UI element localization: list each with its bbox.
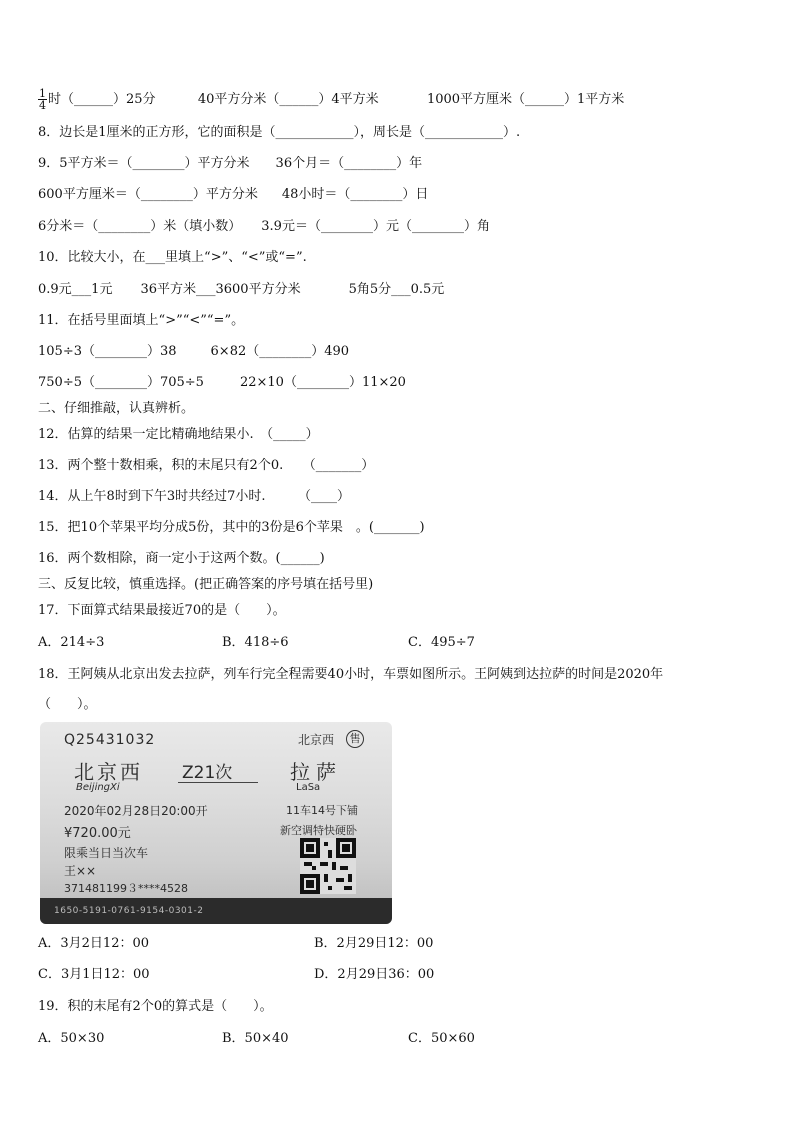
ticket-code: Q25431032 bbox=[64, 732, 156, 748]
ticket-sold-mark: 售 bbox=[346, 730, 364, 748]
q17-title: 17．下面算式结果最接近70的是（ ）。 bbox=[38, 603, 286, 618]
q18-title: 18．王阿姨从北京出发去拉萨，列车行完全程需要40小时，车票如图所示。王阿姨到达拉萨的时间是2020年 bbox=[38, 667, 664, 682]
q17-option-c: C．495÷7 bbox=[408, 635, 475, 650]
q19-option-b: B．50×40 bbox=[222, 1031, 289, 1046]
q10-row: 0.9元___1元 36平方米___3600平方分米 5角5分___0.5元 bbox=[38, 282, 445, 297]
q19-option-a: A．50×30 bbox=[38, 1031, 105, 1046]
ticket-sold-station: 北京西 bbox=[298, 733, 335, 747]
q11-title: 11．在括号里面填上“>”“<”“=”。 bbox=[38, 313, 245, 328]
q7-item-c: 1000平方厘米（______）1平方米 bbox=[426, 92, 625, 107]
q17-option-a: A．214÷3 bbox=[38, 635, 105, 650]
q7-item-b: 40平方分米（______）4平方米 bbox=[197, 92, 379, 107]
ticket-arrow bbox=[178, 782, 258, 783]
q17-option-b: B．418÷6 bbox=[222, 635, 289, 650]
q8: 8．边长是1厘米的正方形，它的面积是（____________），周长是（____________）. bbox=[38, 125, 521, 140]
q19-title: 19．积的末尾有2个0的算式是（ ）。 bbox=[38, 999, 273, 1014]
ticket-to-pinyin: LaSa bbox=[296, 782, 321, 793]
q16: 16．两个数相除，商一定小于这两个数。(______) bbox=[38, 551, 325, 566]
qr-code-icon bbox=[300, 838, 356, 894]
fraction-one-quarter: $\frac{1}{4}$ bbox=[39, 87, 46, 112]
q15: 15．把10个苹果平均分成5份，其中的3份是6个苹果 。(_______) bbox=[38, 520, 425, 535]
ticket-price: ¥720.00元 bbox=[64, 826, 131, 841]
q18-option-a: A．3月2日12：00 bbox=[38, 936, 150, 951]
ticket-from-pinyin: BeijingXi bbox=[76, 782, 120, 793]
q7-row bbox=[38, 88, 624, 111]
ticket-train-number: Z21次 bbox=[182, 763, 233, 783]
ticket-from-station: 北京西 bbox=[74, 760, 143, 784]
section-2-heading: 二、仔细推敲，认真辨析。 bbox=[38, 401, 195, 416]
ticket-car-type: 新空调特快硬卧 bbox=[280, 824, 357, 837]
q7-item-a: 时（______）25分 bbox=[48, 92, 156, 107]
q18-option-b: B．2月29日12：00 bbox=[314, 936, 434, 951]
q13: 13．两个整十数相乘，积的末尾只有2个0. （_______） bbox=[38, 458, 375, 473]
ticket-id-number: 371481199３****4528 bbox=[64, 882, 188, 895]
ticket-limit: 限乘当日当次车 bbox=[64, 846, 149, 860]
q18-option-d: D．2月29日36：00 bbox=[314, 967, 435, 982]
q9-row3: 6分米＝（________）米（填小数） 3.9元＝（________）元（________）角 bbox=[38, 219, 490, 234]
q9-row2: 600平方厘米＝（________）平方分米 48小时＝（________）日 bbox=[38, 187, 429, 202]
q10-title: 10．比较大小，在___里填上“>”、“<”或“=”. bbox=[38, 250, 307, 265]
q11-row1: 105÷3（________）38 6×82（________）490 bbox=[38, 344, 350, 359]
q14: 14．从上午8时到下午3时共经过7小时. （____） bbox=[38, 489, 350, 504]
q18-option-c: C．3月1日12：00 bbox=[38, 967, 150, 982]
q11-row2: 750÷5（________）705÷5 22×10（________）11×20 bbox=[38, 375, 406, 390]
q9-row1: 9．5平方米＝（________）平方分米 36个月＝（________）年 bbox=[38, 156, 423, 171]
q19-option-c: C．50×60 bbox=[408, 1031, 475, 1046]
section-3-heading: 三、反复比较，慎重选择。(把正确答案的序号填在括号里) bbox=[38, 577, 374, 592]
ticket-datetime: 2020年02月28日20:00开 bbox=[64, 804, 208, 818]
ticket-to-station: 拉萨 bbox=[290, 760, 342, 784]
q18-title-cont: （ ）。 bbox=[38, 697, 97, 712]
ticket-serial: 1650-5191-0761-9154-0301-2 bbox=[54, 906, 204, 916]
ticket-seat: 11车14号下铺 bbox=[286, 804, 358, 817]
q12: 12．估算的结果一定比精确地结果小. （_____） bbox=[38, 427, 319, 442]
ticket-passenger-name: 王×× bbox=[64, 864, 97, 878]
